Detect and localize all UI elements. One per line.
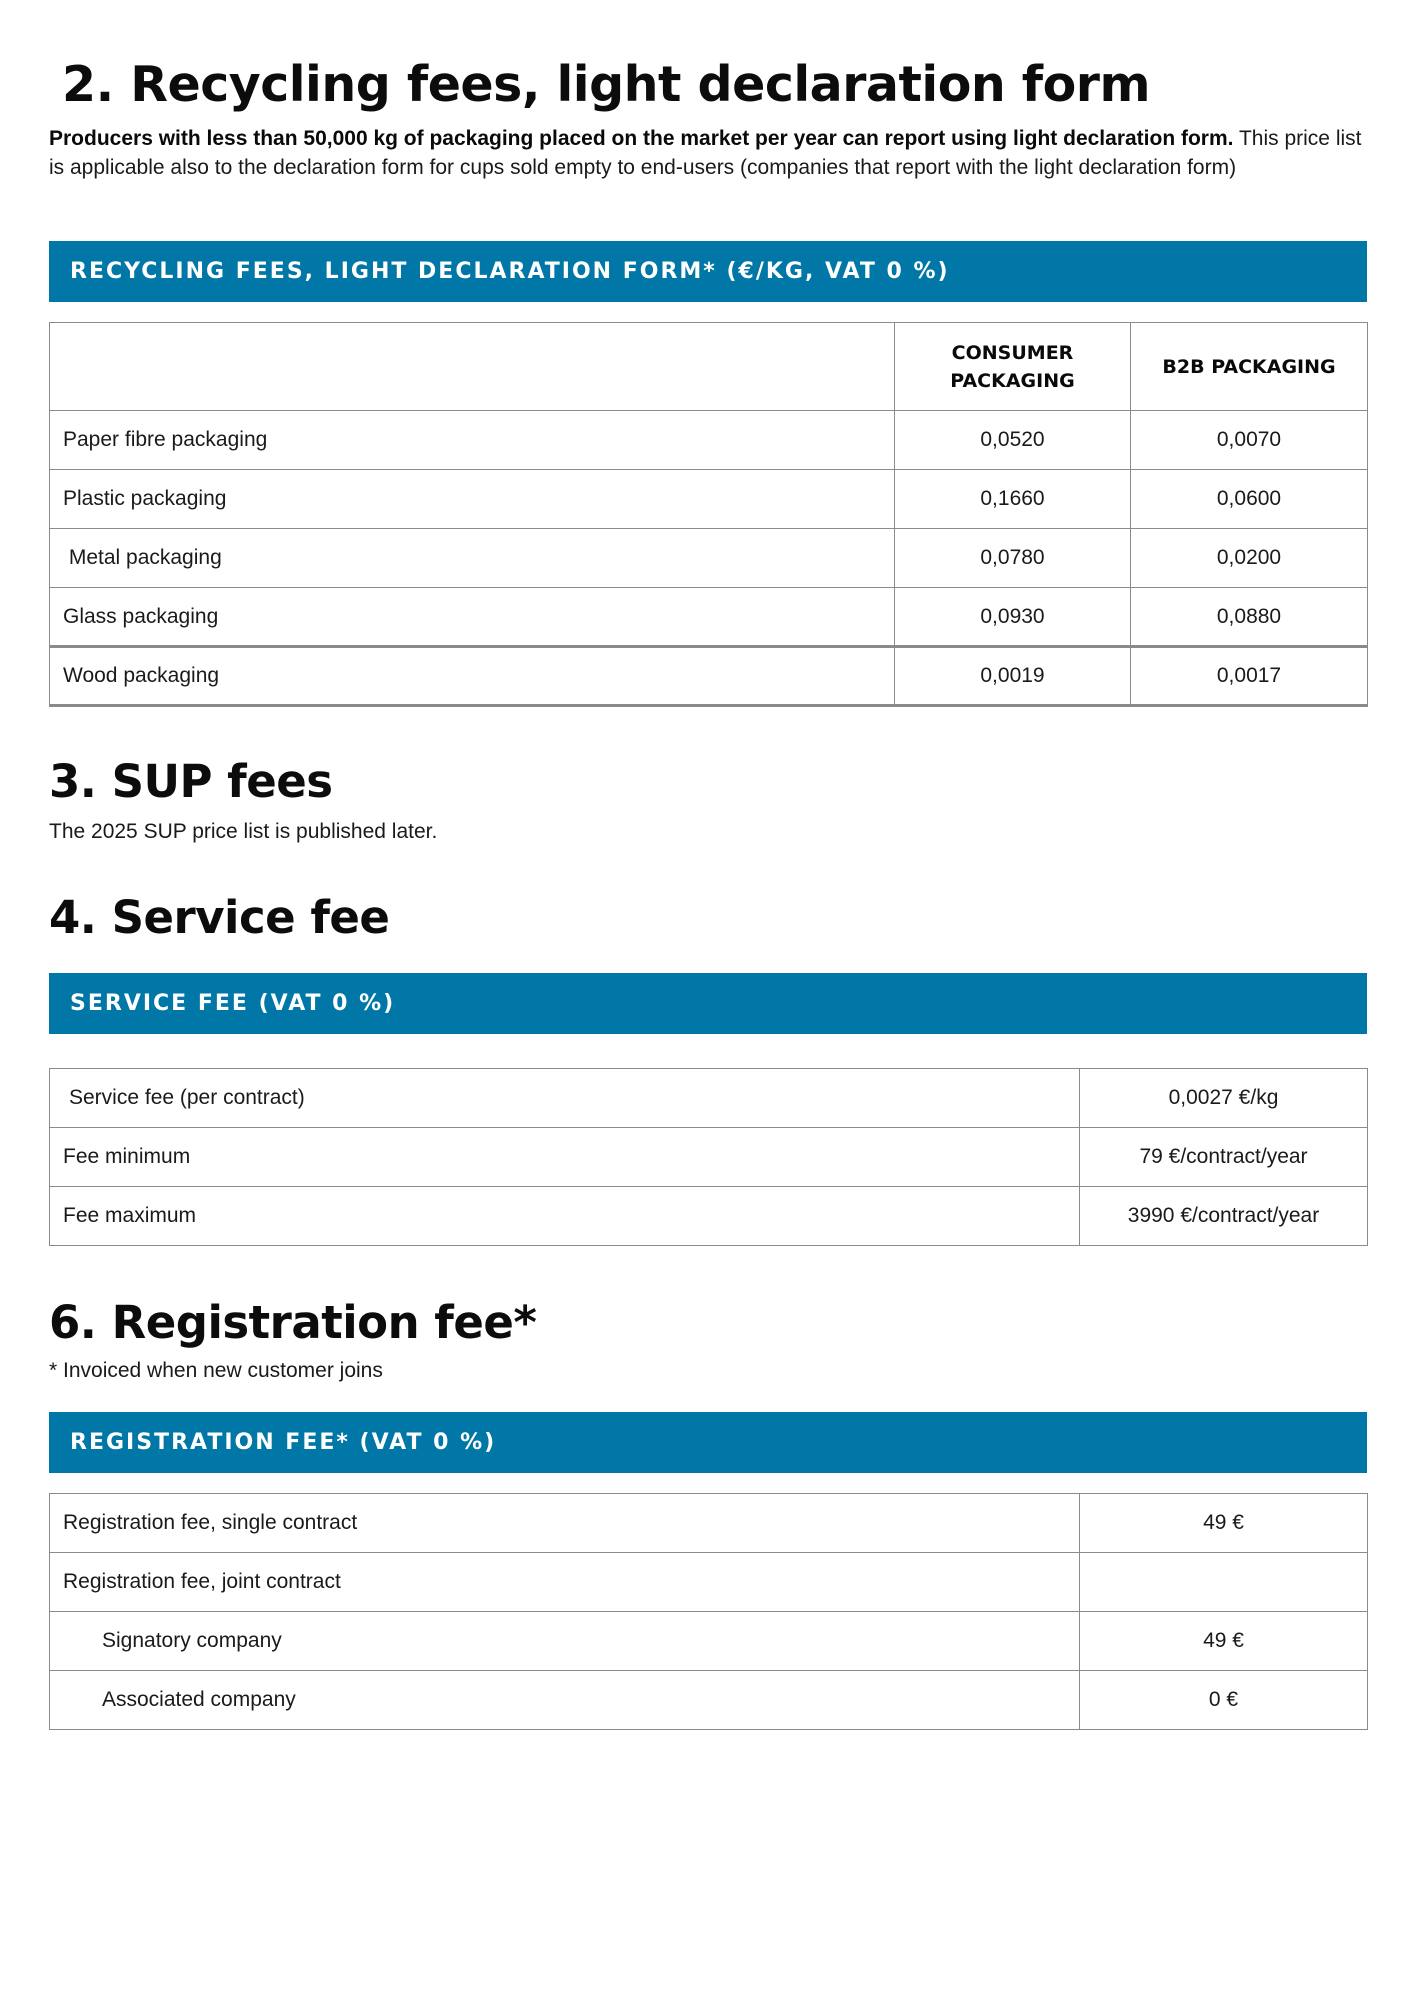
service-fee-banner: SERVICE FEE (VAT 0 %) [49,973,1367,1034]
section-2-title: 2. Recycling fees, light declaration form [62,56,1151,113]
sup-note: The 2025 SUP price list is published later. [49,820,438,843]
b2b-value: 0,0070 [1131,411,1368,470]
recycling-fees-table [49,322,1368,707]
section-4-title: 4. Service fee [49,891,390,944]
section-3-title: 3. SUP fees [49,755,333,808]
header-b2b-packaging: B2B PACKAGING [1131,323,1368,411]
row-value: 49 € [1080,1612,1368,1671]
row-label: Signatory company [50,1612,1080,1671]
table-row [50,1494,1368,1553]
registration-note: * Invoiced when new customer joins [49,1359,383,1382]
b2b-value: 0,0880 [1131,588,1368,647]
row-label: Registration fee, joint contract [50,1553,1080,1612]
row-label: Associated company [50,1671,1080,1730]
section-6-title: 6. Registration fee* [49,1296,537,1349]
consumer-value: 0,0019 [895,647,1131,706]
row-label: Metal packaging [50,529,895,588]
row-label: Service fee (per contract) [50,1069,1080,1128]
row-label: Registration fee, single contract [50,1494,1080,1553]
table-row [50,470,1368,529]
row-label: Paper fibre packaging [50,411,895,470]
row-value: 79 €/contract/year [1080,1128,1368,1187]
intro-bold-text: Producers with less than 50,000 kg of packaging placed on the market per year can report using light declaration form. [49,127,1234,150]
table-row [50,1128,1368,1187]
table-row [50,1553,1368,1612]
consumer-value: 0,0780 [895,529,1131,588]
registration-fee-table [49,1493,1368,1730]
row-value: 0 € [1080,1671,1368,1730]
row-value: 3990 €/contract/year [1080,1187,1368,1246]
table-row [50,529,1368,588]
section-2-intro [49,124,1367,182]
table-row [50,1612,1368,1671]
consumer-value: 0,1660 [895,470,1131,529]
consumer-value: 0,0930 [895,588,1131,647]
table-row [50,588,1368,647]
table-row [50,1187,1368,1246]
table-row [50,1671,1368,1730]
registration-fee-banner: REGISTRATION FEE* (VAT 0 %) [49,1412,1367,1473]
row-label: Fee maximum [50,1187,1080,1246]
intro-rest-text: This price list is applicable also to the declaration form for cups sold empty to end-users (companies that report with the light declaration form) [49,127,1362,179]
header-empty-cell [50,323,895,411]
row-label: Wood packaging [50,647,895,706]
b2b-value: 0,0600 [1131,470,1368,529]
recycling-fees-banner: RECYCLING FEES, LIGHT DECLARATION FORM* (€/KG, VAT 0 %) [49,241,1367,302]
row-value: 49 € [1080,1494,1368,1553]
table-header-row [50,323,1368,411]
row-label: Glass packaging [50,588,895,647]
table-row [50,647,1368,706]
table-row [50,1069,1368,1128]
consumer-value: 0,0520 [895,411,1131,470]
b2b-value: 0,0200 [1131,529,1368,588]
header-consumer-packaging: CONSUMER PACKAGING [895,323,1131,411]
row-label: Fee minimum [50,1128,1080,1187]
service-fee-table [49,1068,1368,1246]
row-value: 0,0027 €/kg [1080,1069,1368,1128]
row-label: Plastic packaging [50,470,895,529]
table-row [50,411,1368,470]
row-value [1080,1553,1368,1612]
b2b-value: 0,0017 [1131,647,1368,706]
